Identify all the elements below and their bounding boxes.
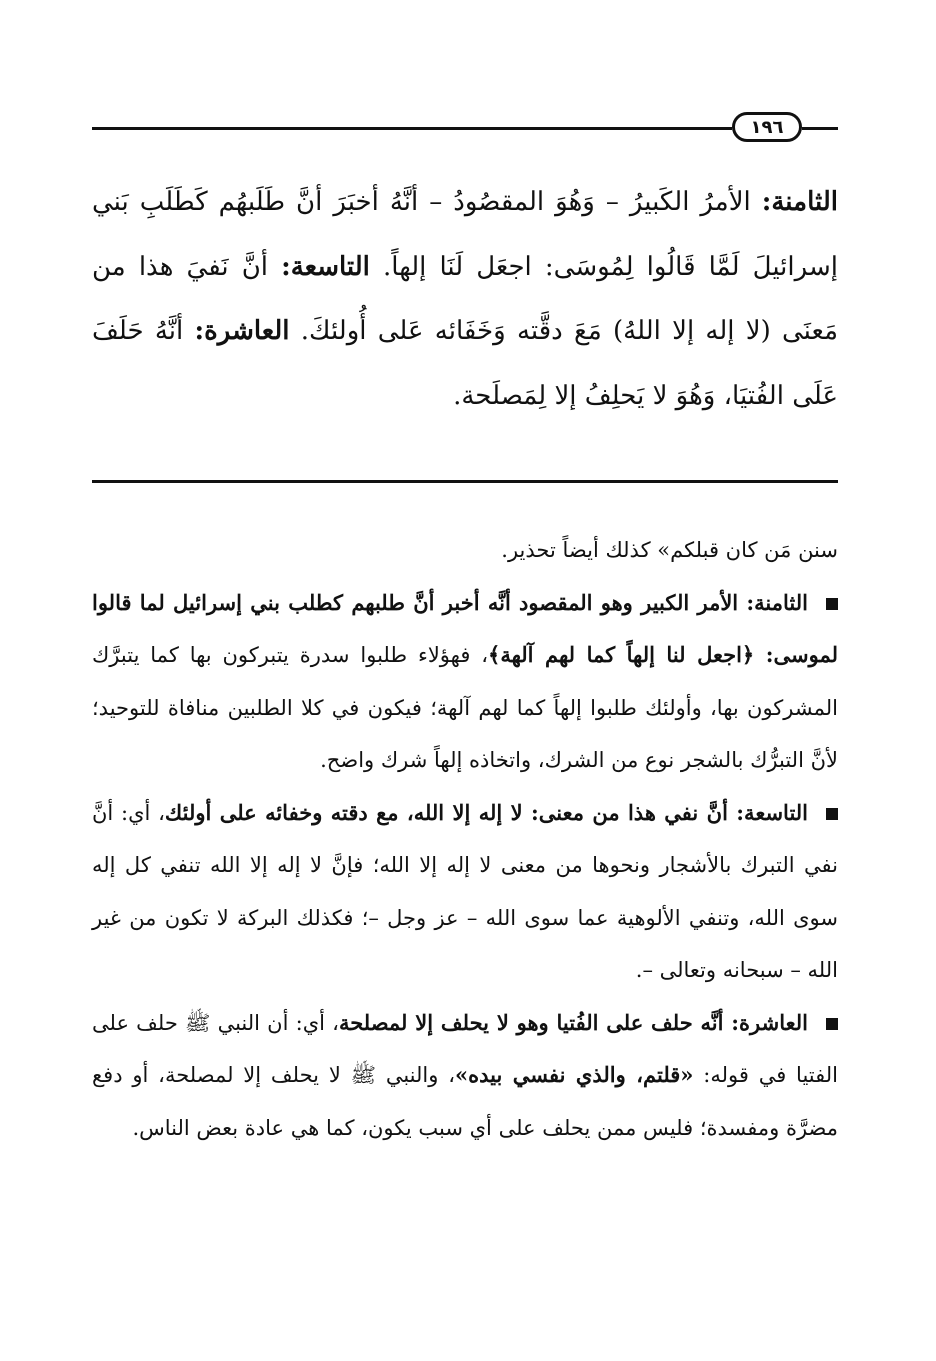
issue-text-ninth: أنَّ نَفيَ هذا من مَعنَى (لا إله إلا اللهُ) مَعَ دقَّته وَخَفَائه عَلى أُولئكَ. [92, 251, 839, 346]
commentary-heading-eighth: الثامنة: الأمر الكبير وهو المقصود أنَّه أخبر أنَّ طلبهم كطلب بني إسرائيل لما قالوا لموسى: ﴿اجعل لنا إلهاً كما لهم آلهة﴾ [92, 589, 838, 667]
commentary-text-tenth-b: ، والنبي ﷺ لا يحلف إلا لمصلحة، أو دفع مضرَّة ومفسدة؛ فليس ممن يحلف على أي سبب يكون، كما هي عادة بعض الناس. [92, 1063, 838, 1140]
main-paragraph [92, 170, 838, 428]
square-bullet-icon [826, 808, 838, 820]
square-bullet-icon [826, 598, 838, 610]
page-header [92, 112, 838, 144]
issue-text-eighth: الأمرُ الكَبيرُ – وَهُوَ المقصُودُ – أنَّهُ أخبَرَ أنَّ طَلَبهُم كَطَلَبِ بَني إسرائيلَ لَمَّا قَالُوا لِمُوسَى: اجعَل لَنَا إلهاً. [92, 187, 838, 282]
header-rule [92, 127, 732, 130]
main-text [92, 170, 838, 428]
issue-label-tenth: العاشرة: [194, 316, 290, 346]
commentary [92, 524, 838, 1154]
issue-label-ninth: التاسعة: [281, 251, 370, 282]
commentary-text-ninth: ، أي: أنَّ نفي التبرك بالأشجار ونحوها من معنى لا إله إلا الله؛ فإنَّ لا إله إلا الله تنفي كل إله سوى الله، وتنفي الألوهية عما سوى الله – عز وجل –؛ فكذلك البركة لا تكون من غير الله – سبحانه وتعالى –. [92, 800, 838, 982]
commentary-paragraph-tenth [92, 997, 838, 1155]
hadith-quote: «قلتم، والذي نفسي بيده» [454, 1062, 694, 1087]
commentary-heading-ninth: التاسعة: أنَّ نفي هذا من معنى: لا إله إلا الله، مع دقته وخفائه على أولئك [164, 799, 809, 825]
commentary-text-eighth: ، فهؤلاء طلبوا سدرة يتبركون بها كما يتبرَّك المشركون بها، وأولئك طلبوا إلهاً كما لهم آلهة؛ فيكون في كلا الطلبين منافاة للتوحيد؛ لأنَّ التبرُّك بالشجر نوع من الشرك، واتخاذه إلهاً شرك واضح. [92, 643, 838, 772]
commentary-paragraph-ninth [92, 787, 838, 997]
commentary-paragraph-eighth [92, 577, 838, 787]
square-bullet-icon [826, 1018, 838, 1030]
issue-text-tenth: أنَّهُ حَلَفَ عَلَى الفُتيَا، وَهُوَ لا يَحلِفُ إلا لِمَصلَحة. [92, 316, 838, 411]
commentary-paragraph-continued: سنن مَن كان قبلكم» كذلك أيضاً تحذير. [501, 538, 838, 562]
issue-label-eighth: الثامنة: [761, 187, 838, 217]
header-rule-end [802, 127, 838, 130]
commentary-text-tenth-a: ، أي: أن النبي ﷺ حلف على الفتيا في قوله: [92, 1010, 838, 1087]
section-divider [92, 480, 838, 483]
page-number: ١٩٦ [732, 112, 802, 142]
commentary-heading-tenth: العاشرة: أنَّه حلف على الفُتيا وهو لا يحلف إلا لمصلحة [338, 1009, 809, 1035]
